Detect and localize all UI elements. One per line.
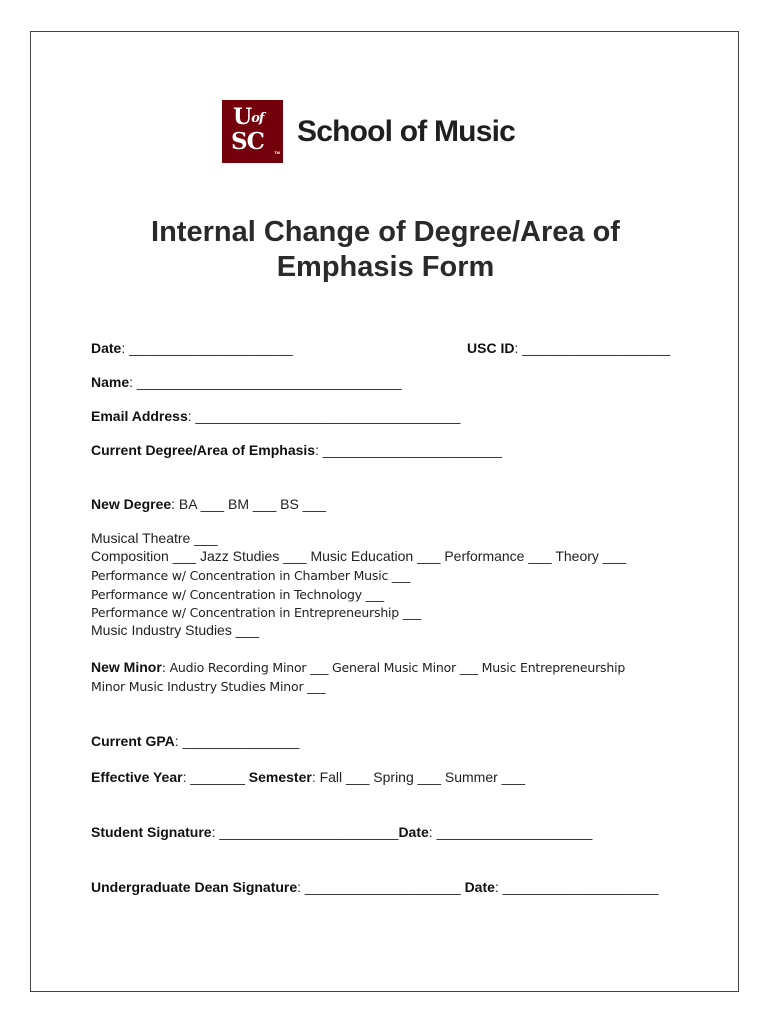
performance-entrepreneurship-option[interactable]: Performance w/ Concentration in Entrepreneurship ___: [91, 605, 421, 620]
usc-id-blank[interactable]: : ___________________: [514, 340, 671, 356]
new-degree-label: New Degree: [91, 496, 172, 512]
semester-options[interactable]: : Fall ___ Spring ___ Summer ___: [311, 769, 526, 785]
current-degree-blank[interactable]: : _______________________: [315, 442, 502, 458]
date-field[interactable]: [91, 340, 293, 357]
current-degree-field[interactable]: [91, 442, 502, 459]
usc-id-label: USC ID: [467, 340, 515, 356]
new-minor-line2[interactable]: Minor Music Industry Studies Minor ___: [91, 679, 326, 694]
dean-signature-field[interactable]: [91, 879, 658, 896]
name-blank[interactable]: : __________________________________: [129, 374, 402, 390]
date-label: Date: [91, 340, 122, 356]
email-blank[interactable]: : __________________________________: [187, 408, 461, 424]
seal-tm: TM: [274, 150, 280, 155]
email-field[interactable]: [91, 408, 460, 425]
form-title: [31, 215, 740, 285]
name-field[interactable]: [91, 374, 402, 391]
seal-line2: SC: [231, 128, 264, 155]
new-minor-line1[interactable]: : Audio Recording Minor ___ General Music Minor ___ Music Entrepreneurship: [161, 660, 626, 675]
student-signature-label: Student Signature: [91, 824, 212, 840]
usc-id-field[interactable]: [467, 340, 670, 357]
form-title-line2: Emphasis Form: [276, 251, 495, 283]
music-industry-studies-option[interactable]: Music Industry Studies ___: [91, 622, 260, 638]
uofsc-seal: [222, 100, 283, 163]
seal-line1: $U^{of}$: [233, 104, 264, 130]
gpa-label: Current GPA: [91, 733, 175, 749]
performance-chamber-option[interactable]: Performance w/ Concentration in Chamber Music ___: [91, 568, 411, 583]
date-blank[interactable]: : _____________________: [121, 340, 293, 356]
current-degree-label: Current Degree/Area of Emphasis: [91, 442, 316, 458]
email-label: Email Address: [91, 408, 188, 424]
student-signature-field[interactable]: [91, 824, 592, 841]
performance-technology-option[interactable]: Performance w/ Concentration in Technology ___: [91, 587, 384, 602]
dean-signature-blank[interactable]: : ____________________: [297, 879, 465, 895]
dean-signature-label: Undergraduate Dean Signature: [91, 879, 298, 895]
gpa-blank[interactable]: : _______________: [174, 733, 300, 749]
effective-year-field[interactable]: [91, 769, 525, 786]
effective-year-label: Effective Year: [91, 769, 183, 785]
school-logo: [222, 100, 515, 163]
semester-label: Semester: [248, 769, 312, 785]
effective-year-blank[interactable]: : _______: [182, 769, 249, 785]
new-minor-label: New Minor: [91, 659, 162, 675]
composition-line[interactable]: Composition ___ Jazz Studies ___ Music Education ___ Performance ___ Theory ___: [91, 548, 627, 564]
school-name: School of Music: [297, 114, 516, 148]
new-minor-field[interactable]: [91, 659, 625, 676]
student-date-label: Date: [398, 824, 429, 840]
dean-date-blank[interactable]: : ____________________: [494, 879, 659, 895]
form-title-line1: Internal Change of Degree/Area of: [151, 216, 620, 248]
musical-theatre-option[interactable]: Musical Theatre ___: [91, 530, 218, 546]
dean-date-label: Date: [464, 879, 495, 895]
new-degree-options[interactable]: : BA ___ BM ___ BS ___: [171, 496, 327, 512]
gpa-field[interactable]: [91, 733, 299, 750]
new-degree-field[interactable]: [91, 496, 326, 513]
name-label: Name: [91, 374, 130, 390]
student-date-blank[interactable]: : ____________________: [428, 824, 593, 840]
form-page: [30, 31, 739, 992]
student-signature-blank[interactable]: : _______________________: [211, 824, 399, 840]
